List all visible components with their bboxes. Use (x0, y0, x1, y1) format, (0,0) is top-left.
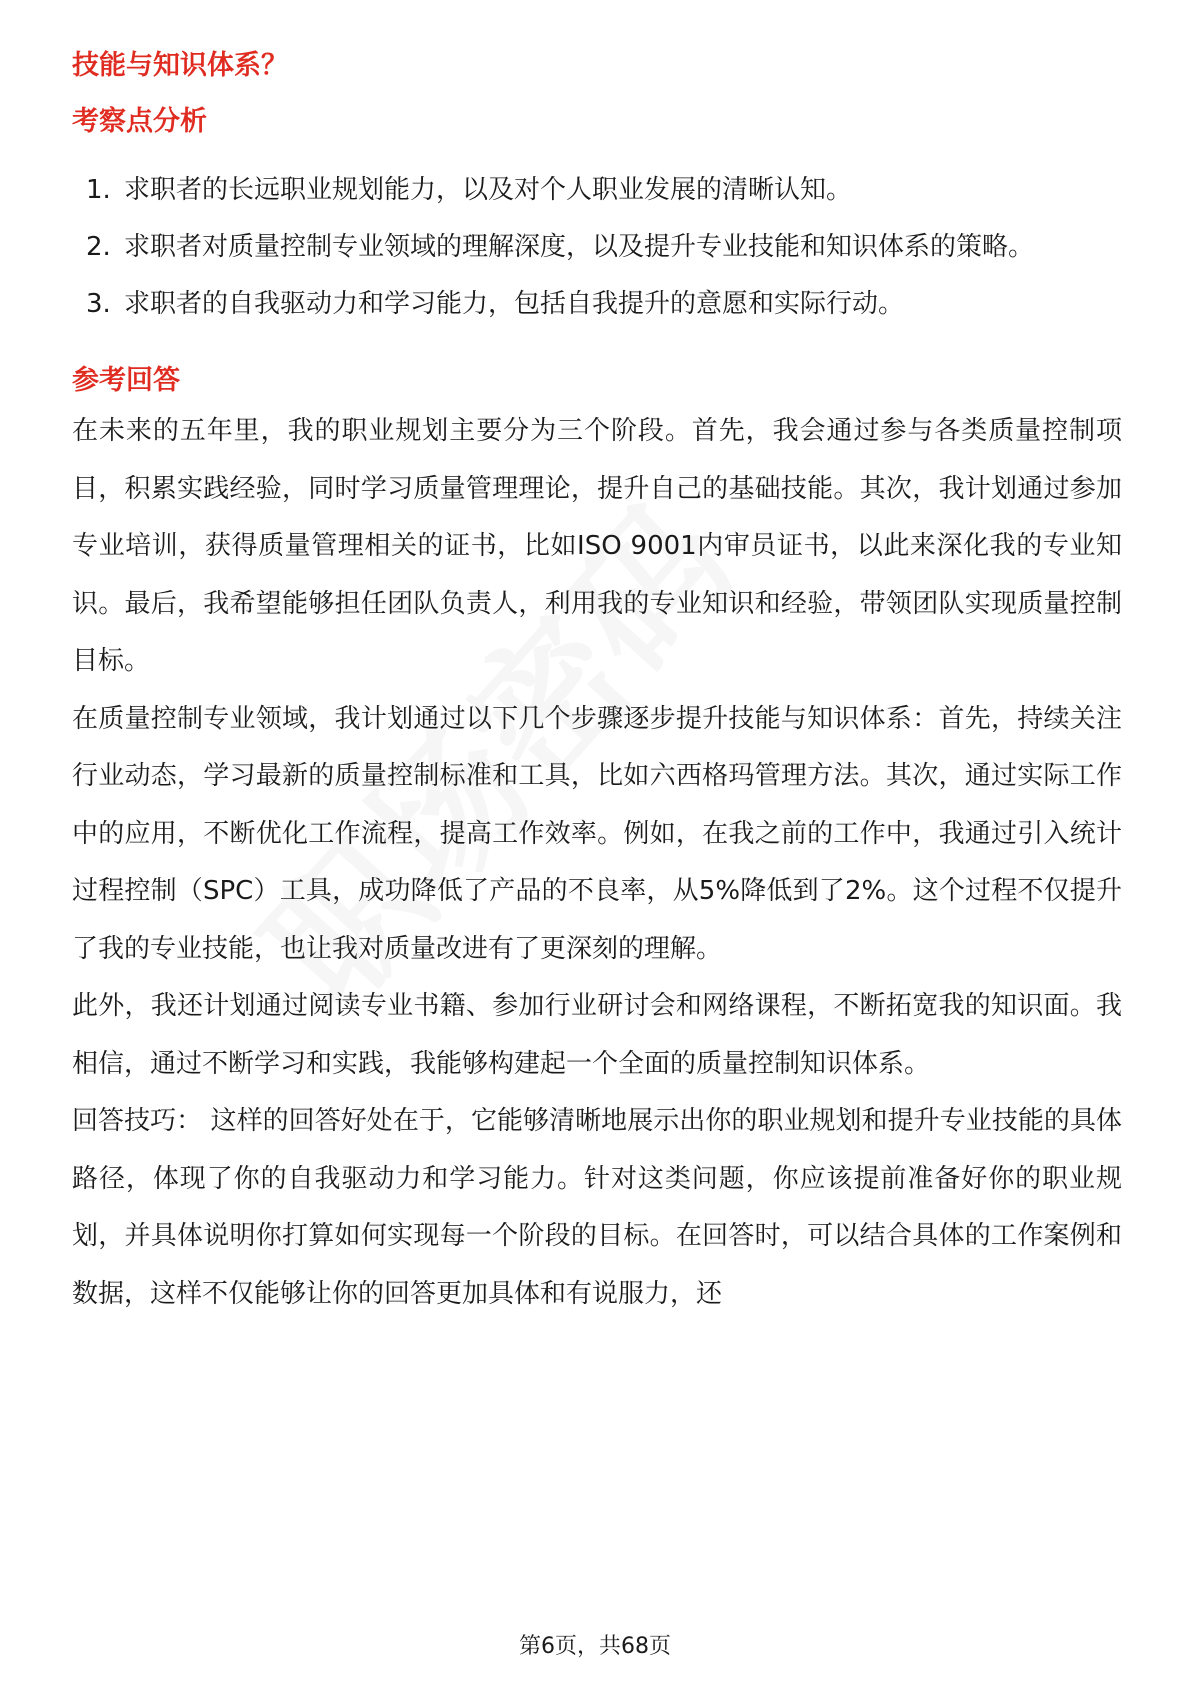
page-number: 第6页，共68页 (519, 1634, 671, 1659)
list-text: 求职者对质量控制专业领域的理解深度，以及提升专业技能和知识体系的策略。 (124, 232, 1035, 262)
list-number: 1. (86, 175, 111, 205)
list-number: 3. (86, 289, 111, 319)
section-title: 技能与知识体系？ (72, 50, 288, 81)
list-text: 求职者的自我驱动力和学习能力，包括自我提升的意愿和实际行动。 (124, 289, 905, 319)
list-item (72, 276, 1122, 333)
answer-paragraph: 在未来的五年里，我的职业规划主要分为三个阶段。首先，我会通过参与各类质量控制项目，积累实践经验，同时学习质量管理理论，提升自己的基础技能。其次，我计划通过参加专业培训，获得质量管理相关的证书，比如ISO 9001内审员证书，以此来深化我的专业知识。最后，我希望能够担任团队负责人，利用我的专业知识和经验，带领团队实现质量控制目标。 (72, 416, 1122, 676)
list-item (72, 162, 1122, 219)
document-page (72, 44, 1122, 1323)
list-text: 求职者的长远职业规划能力，以及对个人职业发展的清晰认知。 (124, 175, 853, 205)
answer-paragraph: 此外，我还计划通过阅读专业书籍、参加行业研讨会和网络课程，不断拓宽我的知识面。我相信，通过不断学习和实践，我能够构建起一个全面的质量控制知识体系。 (72, 991, 1122, 1079)
answer-tips-paragraph: 回答技巧： 这样的回答好处在于，它能够清晰地展示出你的职业规划和提升专业技能的具体路径，体现了你的自我驱动力和学习能力。针对这类问题，你应该提前准备好你的职业规划，并具体说明你打算如何实现每一个阶段的目标。在回答时，可以结合具体的工作案例和数据，这样不仅能够让你的回答更加具体和有说服力，还 (72, 1106, 1122, 1309)
list-number: 2. (86, 232, 111, 262)
answer-heading: 参考回答 (72, 365, 180, 396)
answer-paragraph: 在质量控制专业领域，我计划通过以下几个步骤逐步提升技能与知识体系：首先，持续关注行业动态，学习最新的质量控制标准和工具，比如六西格玛管理方法。其次，通过实际工作中的应用，不断优化工作流程，提高工作效率。例如，在我之前的工作中，我通过引入统计过程控制（SPC）工具，成功降低了产品的不良率，从5%降低到了2%。这个过程不仅提升了我的专业技能，也让我对质量改进有了更深刻的理解。 (72, 703, 1122, 964)
analysis-heading: 考察点分析 (72, 106, 207, 137)
list-item (72, 219, 1122, 276)
analysis-list (72, 162, 1122, 333)
